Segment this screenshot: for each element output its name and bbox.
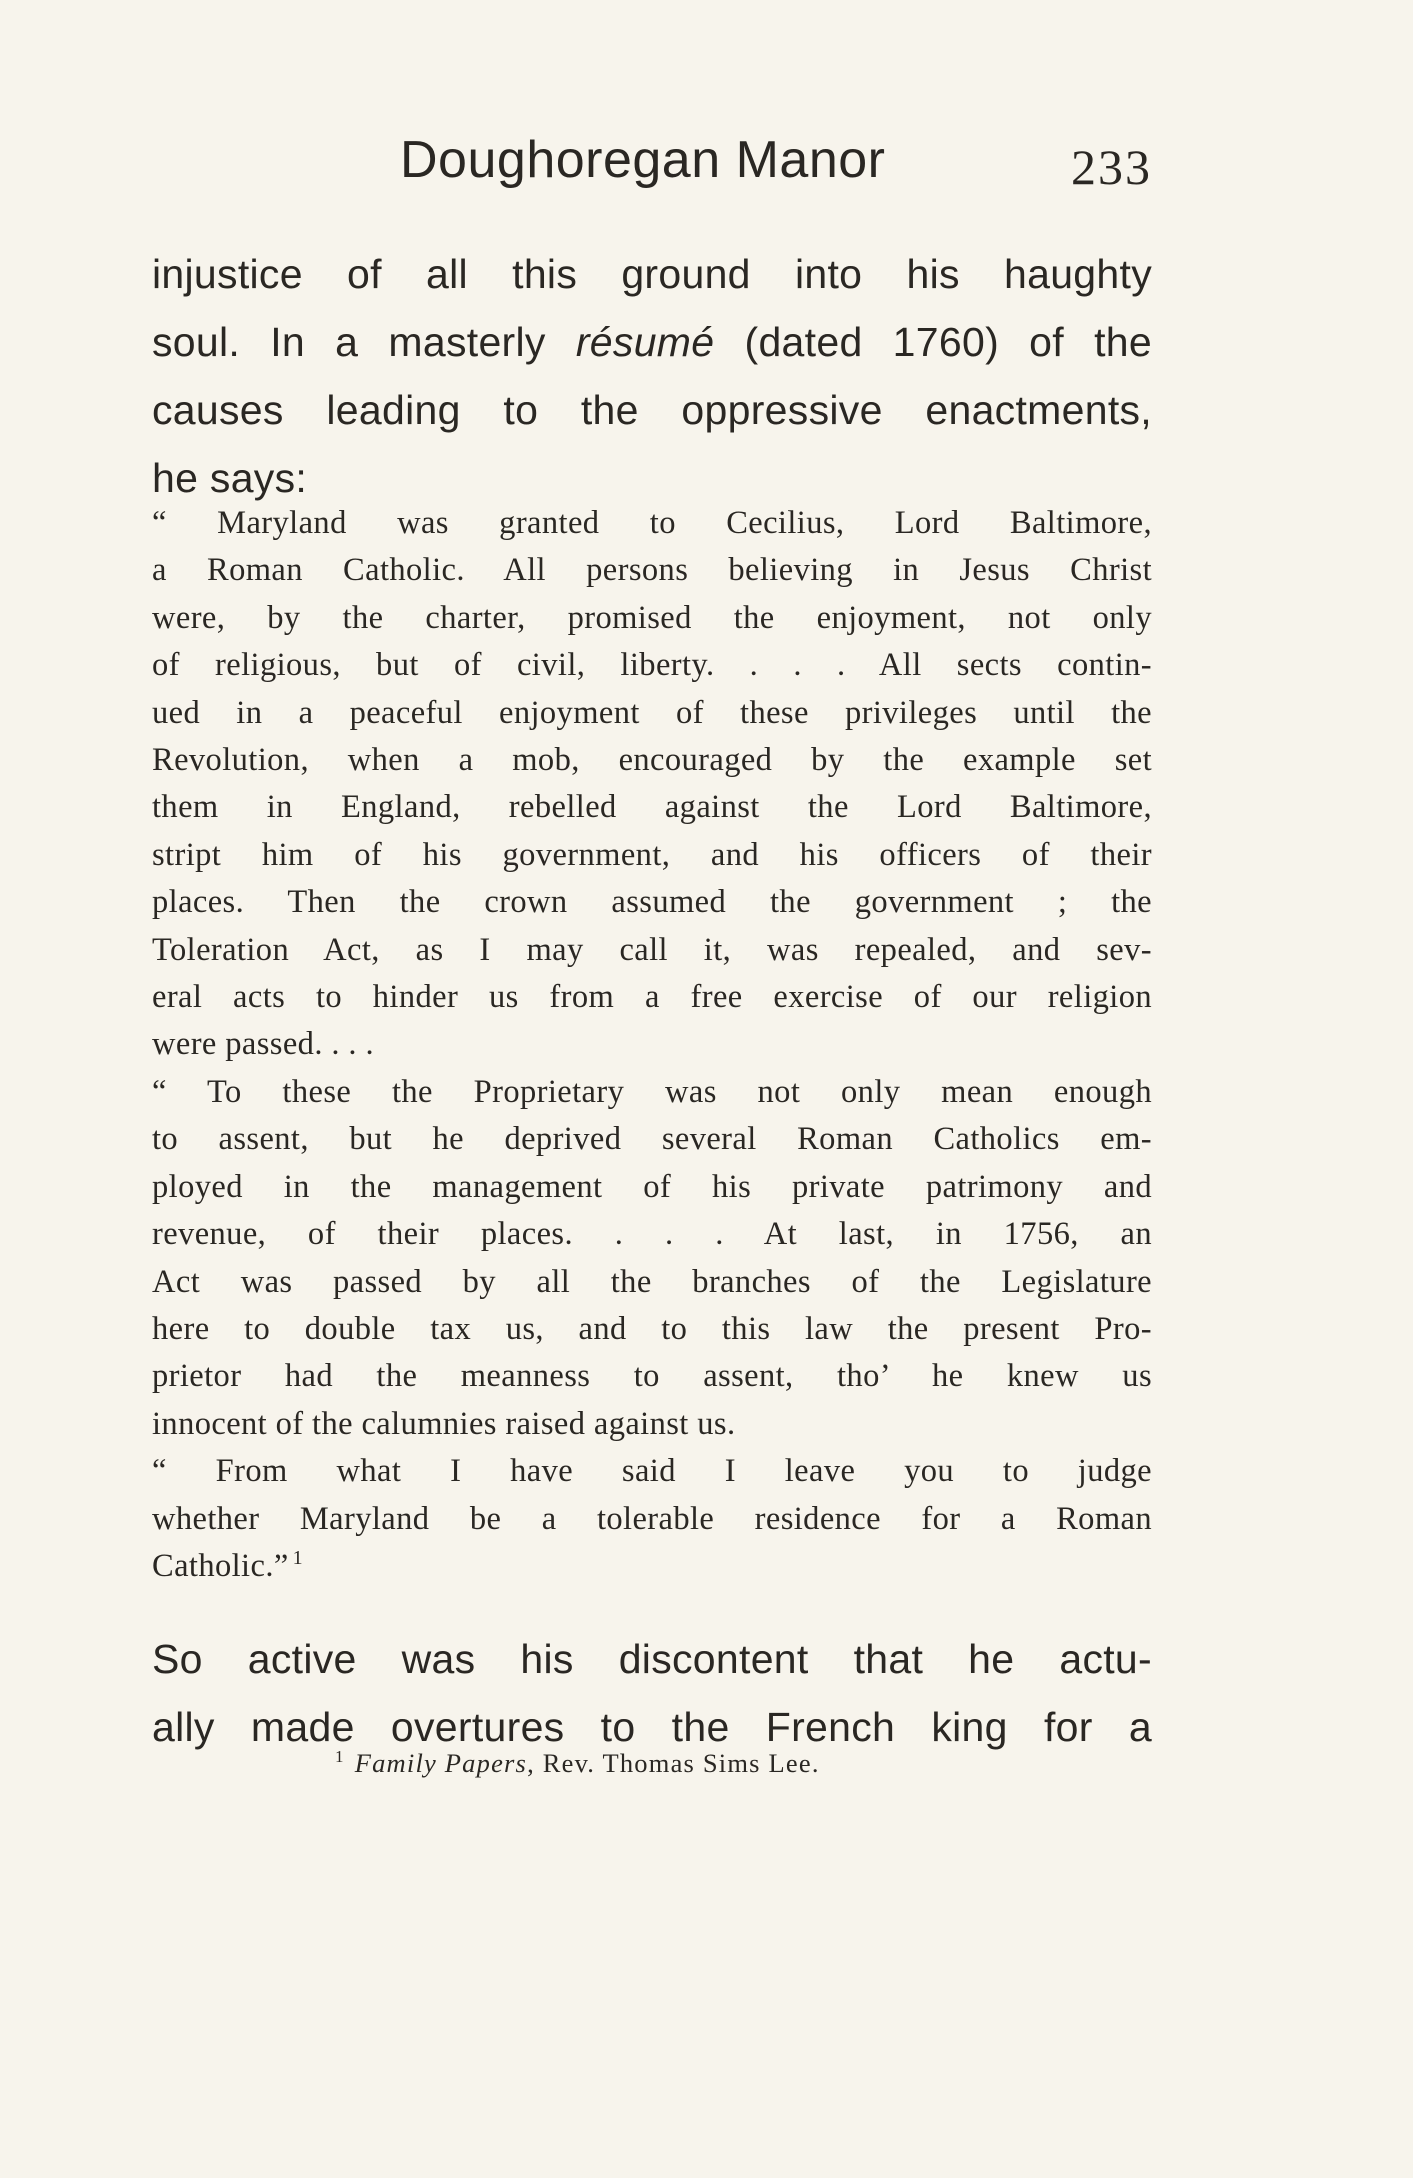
- opening-paragraph: [152, 240, 1152, 512]
- text-segment: soul. In a masterly: [152, 319, 576, 365]
- text-line: ally made overtures to the French king for a: [152, 1704, 1152, 1750]
- closing-paragraph: [152, 1625, 1152, 1761]
- quote-line: Act was passed by all the branches of the Legislature: [152, 1263, 1152, 1300]
- quote-line: here to double tax us, and to this law the present Pro-: [152, 1310, 1152, 1347]
- text-line: [152, 308, 1152, 376]
- quote-line: of religious, but of civil, liberty. . . . All sects contin-: [152, 647, 1152, 684]
- text-line: causes leading to the oppressive enactments,: [152, 387, 1152, 433]
- text-line: injustice of all this ground into his haughty: [152, 251, 1152, 297]
- quote-line: places. Then the crown assumed the government ; the: [152, 884, 1152, 921]
- quote-line: were, by the charter, promised the enjoyment, not only: [152, 599, 1152, 636]
- quote-line: Revolution, when a mob, encouraged by the example set: [152, 742, 1152, 779]
- text-line: he says:: [152, 455, 308, 501]
- footnote: [335, 1748, 820, 1779]
- italic-word: résumé: [575, 319, 715, 365]
- block-quotation: [152, 500, 1152, 1590]
- quote-final-text: Catholic.”: [152, 1547, 289, 1584]
- quote-line: Toleration Act, as I may call it, was repealed, and sev-: [152, 931, 1152, 968]
- quote-line: whether Maryland be a tolerable residence for a Roman: [152, 1500, 1152, 1537]
- text-line: So active was his discontent that he actu-: [152, 1636, 1152, 1682]
- page-number: 233: [1071, 139, 1152, 195]
- quote-line: “ To these the Proprietary was not only mean enough: [152, 1073, 1152, 1110]
- footnote-text: , Rev. Thomas Sims Lee.: [527, 1748, 820, 1778]
- running-title: Doughoregan Manor: [400, 131, 886, 189]
- footnote-number: 1: [335, 1747, 345, 1767]
- quote-line: prietor had the meanness to assent, tho’ he knew us: [152, 1358, 1152, 1395]
- page-header: [152, 130, 1152, 200]
- quote-line: revenue, of their places. . . . At last, in 1756, an: [152, 1216, 1152, 1253]
- quote-line: a Roman Catholic. All persons believing in Jesus Christ: [152, 552, 1152, 589]
- quote-line: ployed in the management of his private patrimony and: [152, 1168, 1152, 1205]
- quote-line: eral acts to hinder us from a free exercise of our religion: [152, 979, 1152, 1016]
- footnote-source-title: Family Papers: [354, 1748, 528, 1778]
- quote-line: them in England, rebelled against the Lord Baltimore,: [152, 789, 1152, 826]
- quote-line: stript him of his government, and his officers of their: [152, 836, 1152, 873]
- quote-line: innocent of the calumnies raised against us.: [152, 1405, 736, 1442]
- quote-line: to assent, but he deprived several Roman Catholics em-: [152, 1121, 1152, 1158]
- footnote-reference: 1: [292, 1547, 304, 1570]
- quote-line: were passed. . . .: [152, 1026, 374, 1063]
- quote-line: “ From what I have said I leave you to judge: [152, 1453, 1152, 1490]
- quote-line: ued in a peaceful enjoyment of these privileges until the: [152, 694, 1152, 731]
- quote-line: [152, 1543, 1152, 1590]
- text-segment: (dated 1760) of the: [714, 319, 1152, 365]
- quote-line: “ Maryland was granted to Cecilius, Lord Baltimore,: [152, 505, 1152, 541]
